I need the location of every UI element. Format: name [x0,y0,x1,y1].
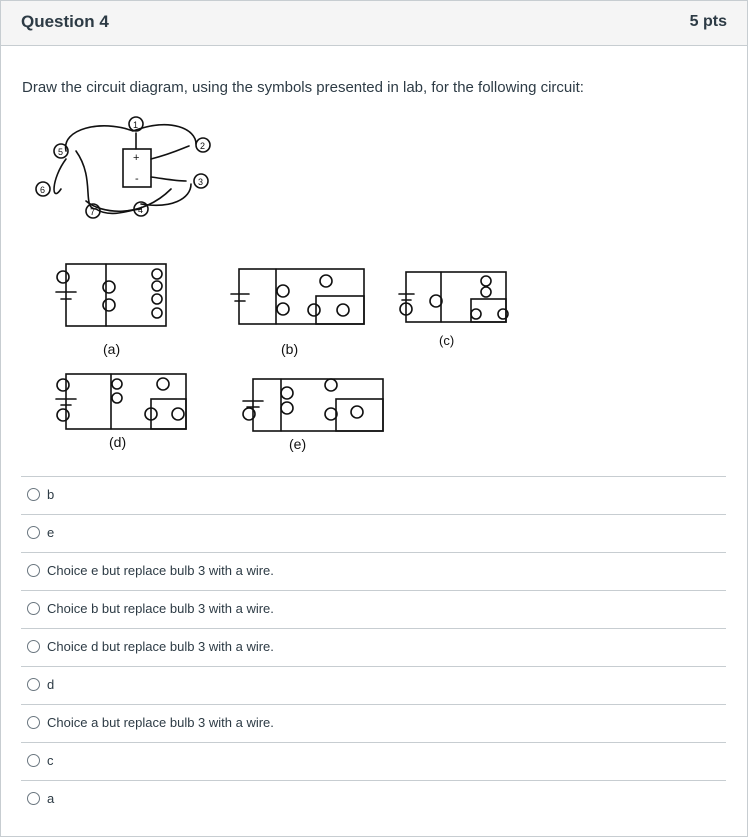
picture-bulb-7-label: 7 [90,207,96,217]
radio-button[interactable] [27,564,40,577]
answer-list [21,476,726,818]
answer-option[interactable] [21,590,726,628]
diagram-a [56,264,166,357]
answer-label[interactable]: d [47,677,55,692]
answer-label[interactable]: e [47,525,55,540]
option-c-label: (c) [439,333,455,348]
answer-option[interactable] [21,514,726,552]
radio-button[interactable] [27,754,40,767]
answer-option[interactable] [21,476,726,514]
radio-button[interactable] [27,678,40,691]
radio-button[interactable] [27,640,40,653]
option-b-label: (b) [281,341,299,357]
answer-label[interactable]: Choice a but replace bulb 3 with a wire. [47,715,274,730]
picture-bulb-1-label: 1 [133,120,139,130]
option-a-label: (a) [103,341,121,357]
answer-label[interactable]: a [47,791,55,806]
radio-button[interactable] [27,526,40,539]
question-header [1,1,747,46]
answer-label[interactable]: Choice d but replace bulb 3 with a wire. [47,639,274,654]
question-points: 5 pts [689,13,727,30]
radio-button[interactable] [27,602,40,615]
answer-option[interactable] [21,666,726,704]
circuit-figure [21,109,581,459]
battery-plus: + [133,152,140,164]
diagram-e [243,379,383,452]
answer-label[interactable]: Choice b but replace bulb 3 with a wire. [47,601,274,616]
option-e-label: (e) [289,436,307,452]
battery-minus: - [135,173,139,185]
question-title: Question 4 [21,12,109,31]
answer-label[interactable]: c [47,753,54,768]
answer-label[interactable]: b [47,487,55,502]
radio-button[interactable] [27,488,40,501]
picture-bulb-2-label: 2 [200,141,206,151]
question-text: Draw the circuit diagram, using the symbols presented in lab, for the following circuit: [22,79,584,96]
option-d-label: (d) [109,434,127,450]
picture-bulb-5-label: 5 [58,147,64,157]
picture-bulb-3-label: 3 [198,177,204,187]
diagram-c [399,272,508,348]
answer-option[interactable] [21,780,726,818]
radio-button[interactable] [27,716,40,729]
answer-option[interactable] [21,628,726,666]
diagram-d [56,374,186,450]
picture-bulb-6-label: 6 [40,185,46,195]
answer-option[interactable] [21,742,726,780]
circuit-picture [36,117,210,218]
answer-option[interactable] [21,552,726,590]
diagram-b [231,269,364,357]
picture-bulb-4-label: 4 [138,205,144,215]
radio-button[interactable] [27,792,40,805]
answer-label[interactable]: Choice e but replace bulb 3 with a wire. [47,563,274,578]
answer-option[interactable] [21,704,726,742]
